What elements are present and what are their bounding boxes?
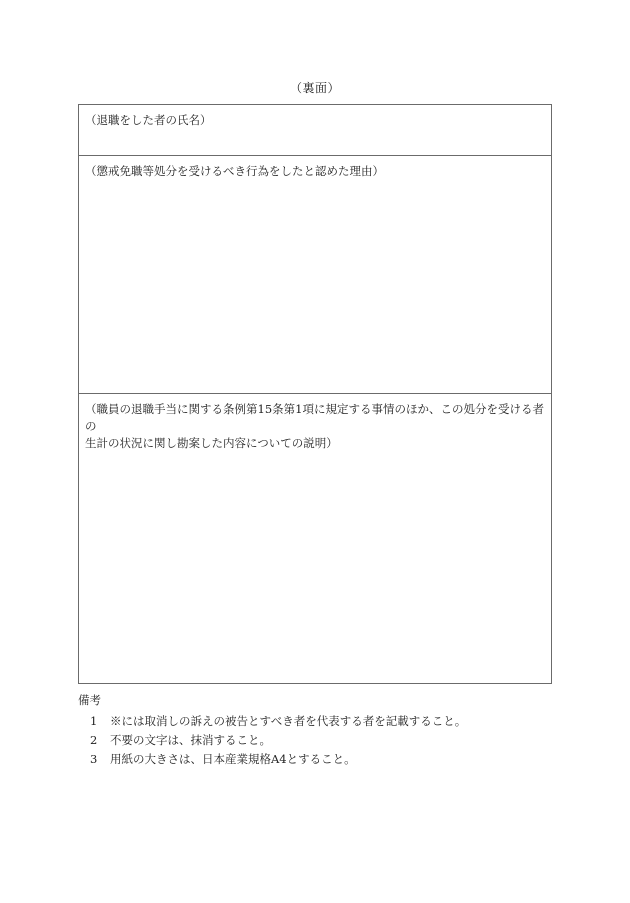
retiree-name-field[interactable]: [79, 105, 551, 156]
note-item: [78, 712, 558, 731]
disciplinary-reason-field[interactable]: [79, 156, 551, 394]
note-item: [78, 731, 558, 750]
page-heading: （裏面）: [289, 81, 340, 95]
note-text: ※には取消しの訴えの被告とすべき者を代表する者を記載すること。: [110, 714, 467, 728]
note-text: 用紙の大きさは、日本産業規格A4とすること。: [110, 752, 356, 766]
note-number: 2: [90, 733, 98, 747]
livelihood-explanation-label-line1: （職員の退職手当に関する条例第15条第1項に規定する事情のほか、この処分を受ける者の: [85, 402, 544, 433]
livelihood-explanation-label-line2: 生計の状況に関し勘案した内容についての説明）: [85, 436, 338, 450]
note-text: 不要の文字は、抹消すること。: [110, 733, 271, 747]
retiree-name-label: （退職をした者の氏名）: [85, 113, 212, 127]
form-table: [78, 104, 552, 684]
note-item: [78, 750, 558, 769]
notes-title: 備考: [78, 693, 101, 707]
livelihood-explanation-field[interactable]: [79, 394, 551, 683]
note-number: 1: [90, 714, 98, 728]
notes-section: [78, 690, 558, 769]
note-number: 3: [90, 752, 98, 766]
disciplinary-reason-label: （懲戒免職等処分を受けるべき行為をしたと認めた理由）: [85, 164, 384, 178]
